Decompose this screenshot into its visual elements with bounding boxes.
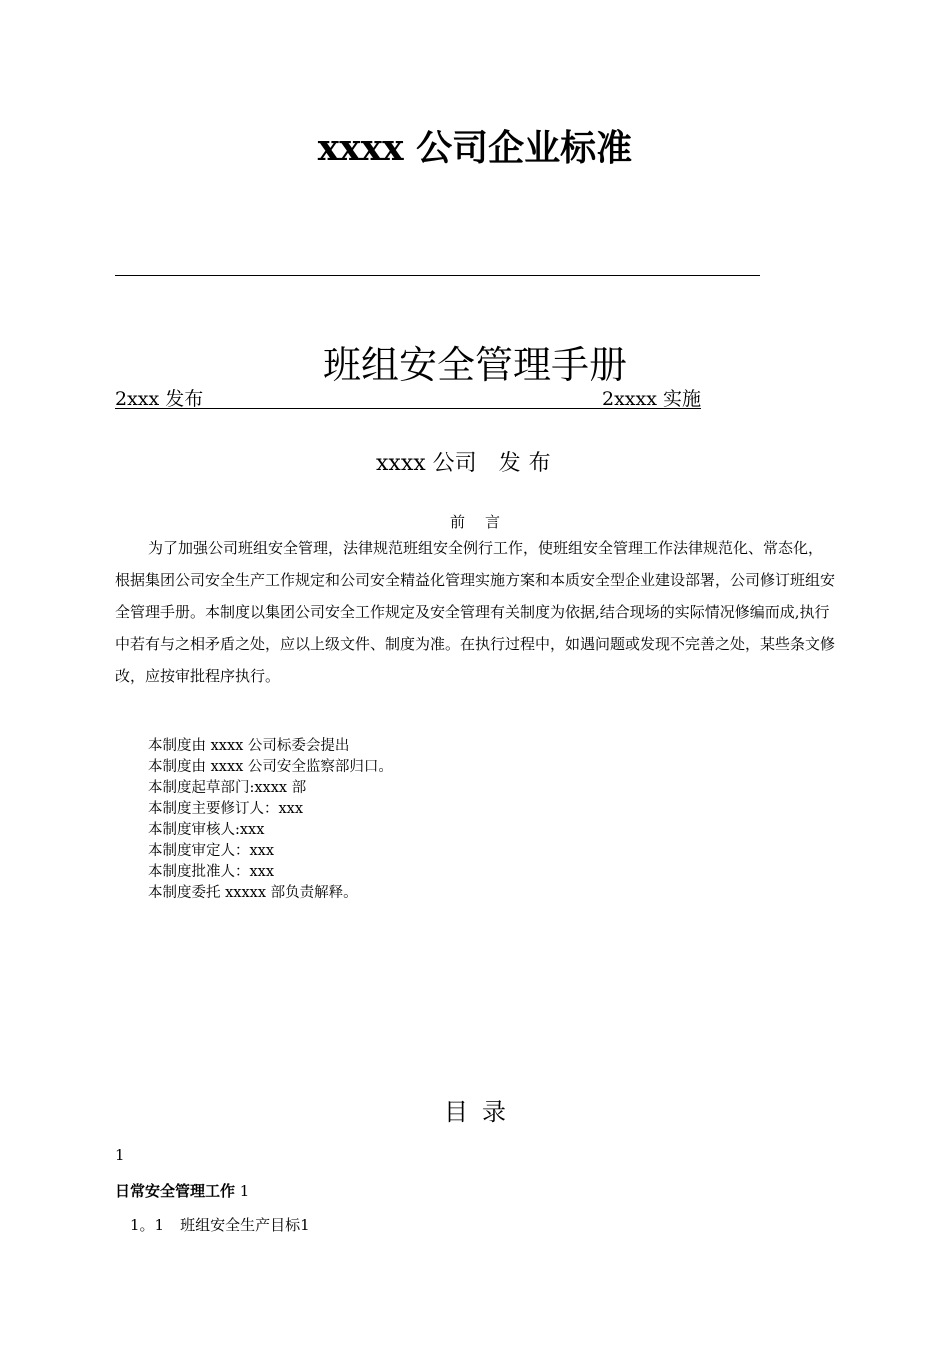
date-line (115, 382, 701, 409)
toc-section-number: 1。1 (130, 1216, 165, 1234)
company-standard-heading: xxxx 公司企业标准 (317, 127, 633, 169)
toc-section-entry[interactable] (130, 1214, 310, 1235)
toc-chapter-page: 1 (239, 1182, 250, 1200)
preface-heading: 前言 (449, 513, 520, 531)
preface-body (115, 532, 835, 692)
toc-page-marker: 1 (115, 1146, 125, 1164)
horizontal-rule (115, 258, 760, 278)
implement-date: 2xxxx 实施 (602, 388, 701, 410)
toc-title: 目录 (444, 1098, 520, 1126)
meta-item: 本制度由 xxxx 公司标委会提出 (148, 738, 350, 754)
meta-item: 本制度批准人：xxx (148, 864, 275, 880)
document-title: 班组安全管理手册 (322, 343, 627, 387)
toc-chapter-entry[interactable] (115, 1180, 249, 1201)
publish-date: 2xxx 发布 (115, 388, 204, 410)
regulation-meta-list (148, 736, 393, 904)
meta-item: 本制度起草部门:xxxx 部 (148, 780, 307, 796)
meta-item: 本制度审核人:xxx (148, 822, 265, 838)
rule-bar (115, 275, 760, 276)
preface-paragraph: 为了加强公司班组安全管理，法律规范班组安全例行工作，使班组安全管理工作法律规范化、常态化，根据集团公司安全生产工作规定和公司安全精益化管理实施方案和本质安全型企业建设部署，公司修订班组安全管理手册。本制度以集团公司安全工作规定及安全管理有关制度为依据,结合现场的实际情况修编而成,执行中若有与之相矛盾之处，应以上级文件、制度为准。在执行过程中，如遇问题或发现不完善之处，某些条文修改，应按审批程序执行。 (115, 539, 836, 685)
toc-chapter-label: 日常安全管理工作 (115, 1182, 236, 1200)
meta-item: 本制度委托 xxxxx 部负责解释。 (148, 885, 358, 901)
issuer-company: xxxx 公司 (376, 451, 477, 476)
meta-item: 本制度审定人：xxx (148, 843, 275, 859)
issuer-action: 发布 (498, 451, 559, 476)
toc-section-page: 1 (300, 1216, 310, 1234)
meta-item: 本制度由 xxxx 公司安全监察部归口。 (148, 759, 393, 775)
issuer-line (376, 446, 559, 477)
toc-section-label: 班组安全生产目标 (180, 1216, 301, 1234)
meta-item: 本制度主要修订人：xxx (148, 801, 304, 817)
